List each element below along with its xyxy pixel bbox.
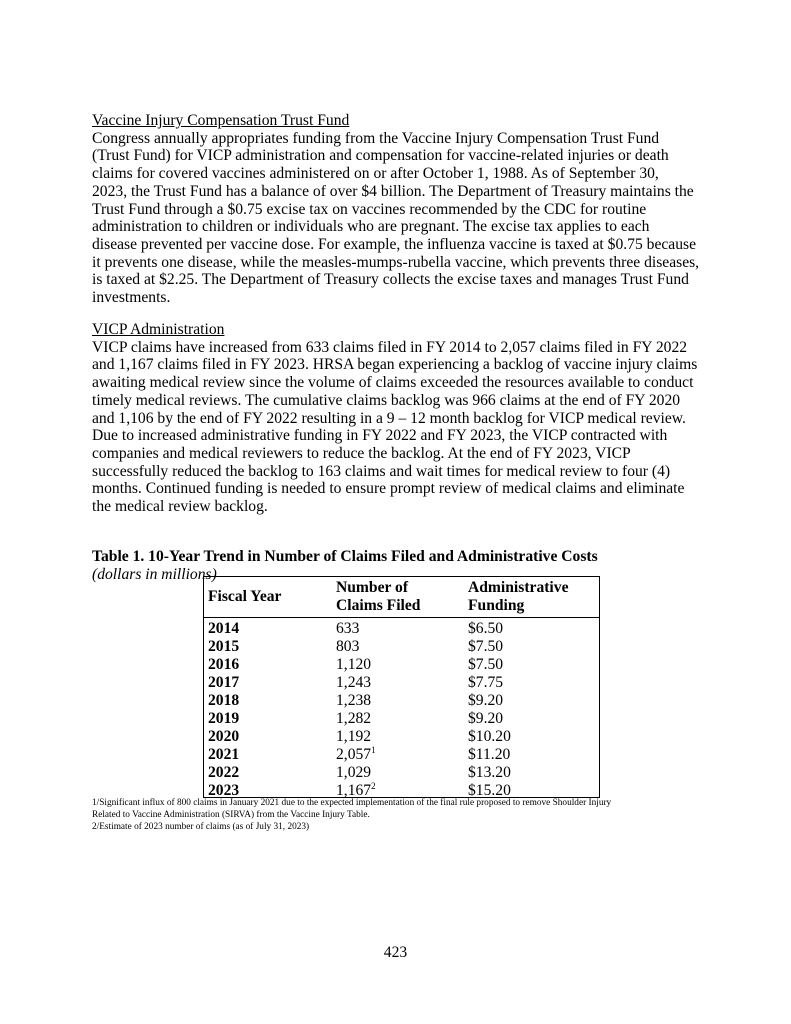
table-row [204, 638, 599, 656]
table-row [204, 692, 599, 710]
header-claims-line2: Claims Filed [336, 597, 421, 614]
table-row [204, 710, 599, 728]
cell-admin-funding: $10.20 [468, 728, 511, 745]
cell-claims-filed [336, 692, 371, 710]
cell-fiscal-year: 2023 [208, 782, 240, 799]
table-row [204, 746, 599, 764]
text-line: (Trust Fund) for VICP administration and compensation for vaccine-related injuries or death [92, 147, 669, 165]
cell-fiscal-year: 2019 [208, 710, 240, 727]
footnote-marker: 2 [371, 781, 376, 791]
cell-claims-filed [336, 764, 371, 782]
header-funding-line2: Funding [468, 597, 525, 614]
cell-claims-filed [336, 674, 371, 692]
claims-value: 803 [336, 638, 360, 655]
text-line: the medical review backlog. [92, 498, 268, 516]
cell-claims-filed [336, 620, 359, 638]
table-row [204, 620, 599, 638]
cell-claims-filed [336, 710, 371, 728]
cell-admin-funding: $7.50 [468, 656, 504, 673]
header-fiscal-year: Fiscal Year [208, 588, 282, 605]
vicp-administration-section [92, 321, 732, 516]
footnote: 1/Significant influx of 800 claims in January 2021 due to the expected implementation of the final rule proposed to remove Shoulder Injury [92, 798, 612, 808]
text-line: and 1,167 claims filed in FY 2023. HRSA began experiencing a backlog of vaccine injury claims [92, 356, 698, 374]
text-line: VICP claims have increased from 633 claims filed in FY 2014 to 2,057 claims filed in FY 2022 [92, 338, 688, 356]
cell-fiscal-year: 2020 [208, 728, 240, 745]
text-line: investments. [92, 289, 171, 307]
claims-value: 1,029 [336, 764, 372, 781]
text-line: claims for covered vaccines administered on or after October 1, 1988. As of September 30, [92, 165, 659, 183]
table-title: Table 1. 10-Year Trend in Number of Claims Filed and Administrative Costs [92, 548, 598, 565]
claims-funding-table [203, 576, 600, 798]
table-header [204, 577, 599, 618]
claims-value: 1,243 [336, 674, 372, 691]
text-line: it prevents one disease, while the measles-mumps-rubella vaccine, which prevents three diseases, [92, 253, 700, 271]
table-row [204, 728, 599, 746]
claims-value: 1,282 [336, 710, 372, 727]
claims-value: 2,057 [336, 746, 372, 763]
text-line: successfully reduced the backlog to 163 claims and wait times for medical review to four (4) [92, 462, 671, 480]
cell-admin-funding: $13.20 [468, 764, 511, 781]
table-subtitle: (dollars in millions) [92, 566, 217, 583]
page-number: 423 [383, 944, 408, 961]
cell-claims-filed [336, 728, 371, 746]
text-line: is taxed at $2.25. The Department of Treasury collects the excise taxes and manages Trust Fund [92, 271, 689, 289]
vicp-administration-paragraph [92, 339, 732, 516]
footnote-marker: 1 [371, 745, 376, 755]
cell-fiscal-year: 2018 [208, 692, 240, 709]
cell-claims-filed [336, 656, 371, 674]
text-line: Congress annually appropriates funding from the Vaccine Injury Compensation Trust Fund [92, 129, 660, 147]
table-row [204, 674, 599, 692]
text-line: Due to increased administrative funding in FY 2022 and FY 2023, the VICP contracted with [92, 427, 668, 445]
cell-admin-funding: $9.20 [468, 710, 504, 727]
cell-fiscal-year: 2014 [208, 620, 240, 637]
cell-admin-funding: $11.20 [468, 746, 511, 763]
section-heading: VICP Administration [92, 321, 225, 338]
trust-fund-section [92, 112, 732, 307]
text-line: Trust Fund through a $0.75 excise tax on vaccines recommended by the CDC for routine [92, 200, 647, 218]
text-line: months. Continued funding is needed to ensure prompt review of medical claims and eliminate [92, 480, 685, 498]
table-footnotes [92, 797, 611, 833]
cell-fiscal-year: 2015 [208, 638, 240, 655]
text-line: and 1,106 by the end of FY 2022 resulting in a 9 – 12 month backlog for VICP medical review. [92, 409, 686, 427]
header-claims-line1: Number of [336, 579, 409, 596]
text-line: timely medical reviews. The cumulative claims backlog was 966 claims at the end of FY 2020 [92, 391, 681, 409]
text-line: awaiting medical review since the volume of claims exceeded the resources available to conduct [92, 374, 694, 392]
trust-fund-paragraph [92, 130, 732, 307]
claims-value: 1,192 [336, 728, 372, 745]
cell-fiscal-year: 2016 [208, 656, 240, 673]
cell-admin-funding: $7.50 [468, 638, 504, 655]
cell-fiscal-year: 2022 [208, 764, 240, 781]
cell-fiscal-year: 2017 [208, 674, 240, 691]
text-line: disease prevented per vaccine dose. For example, the influenza vaccine is taxed at $0.75 because [92, 235, 696, 253]
header-claims-filed [336, 579, 420, 615]
text-line: 2023, the Trust Fund has a balance of over $4 billion. The Department of Treasury maintains the [92, 182, 694, 200]
section-heading: Vaccine Injury Compensation Trust Fund [92, 112, 350, 129]
text-line: administration to children or individuals who are pregnant. The excise tax applies to each [92, 218, 650, 236]
cell-claims-filed [336, 638, 359, 656]
claims-value: 633 [336, 620, 360, 637]
table-row [204, 656, 599, 674]
claims-value: 1,120 [336, 656, 372, 673]
cell-admin-funding: $15.20 [468, 782, 511, 799]
cell-admin-funding: $6.50 [468, 620, 504, 637]
footnote: 2/Estimate of 2023 number of claims (as of July 31, 2023) [92, 822, 310, 832]
header-funding-line1: Administrative [468, 579, 569, 596]
cell-fiscal-year: 2021 [208, 746, 240, 763]
cell-claims-filed [336, 746, 376, 764]
table-row [204, 764, 599, 782]
cell-admin-funding: $7.75 [468, 674, 504, 691]
claims-value: 1,238 [336, 692, 372, 709]
claims-value: 1,167 [336, 782, 372, 799]
cell-admin-funding: $9.20 [468, 692, 504, 709]
footnote: Related to Vaccine Administration (SIRVA) from the Vaccine Injury Table. [92, 810, 370, 820]
header-admin-funding [468, 579, 568, 615]
text-line: companies and medical reviewers to reduce the backlog. At the end of FY 2023, VICP [92, 444, 631, 462]
